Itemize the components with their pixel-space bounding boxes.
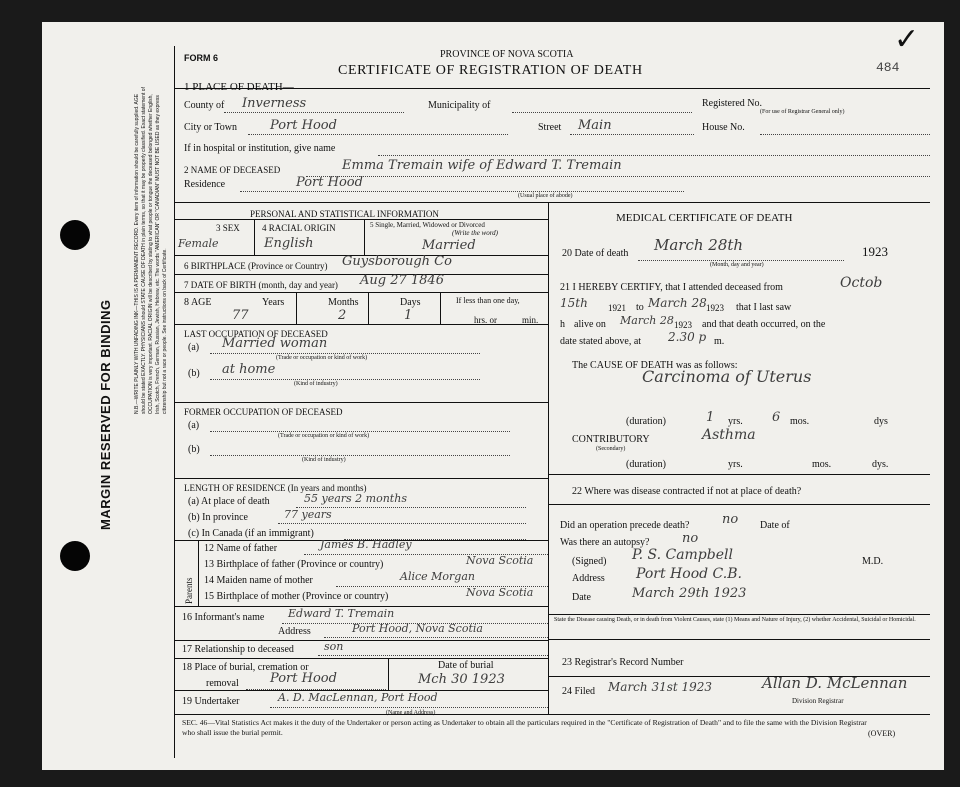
father-birth-value: Nova Scotia — [466, 554, 534, 567]
time-value: 2.30 p — [668, 330, 707, 344]
center-divider — [548, 202, 549, 714]
age-months-value: 2 — [338, 308, 347, 323]
alive-value: March 28 — [620, 314, 674, 327]
informant-address-value: Port Hood, Nova Scotia — [352, 622, 483, 635]
burial-value: Port Hood — [270, 671, 337, 686]
binding-margin-heading: MARGIN RESERVED FOR BINDING — [98, 299, 113, 530]
residence-a-value: 55 years 2 months — [304, 492, 407, 505]
duration2-label: (duration) — [626, 459, 666, 470]
father-name-label: 12 Name of father — [204, 543, 278, 554]
informant-name-label: 16 Informant's name — [182, 612, 265, 623]
birthplace-value: Guysborough Co — [342, 254, 452, 269]
residence-label: Residence — [184, 179, 226, 190]
death-year: 1923 — [862, 244, 888, 259]
operation-label: Did an operation precede death? — [560, 520, 690, 531]
age-label: 8 AGE — [184, 297, 212, 308]
house-label: House No. — [702, 122, 745, 133]
street-label: Street — [538, 122, 562, 133]
death-date-label: 20 Date of death — [562, 248, 629, 259]
mother-birth-label: 15 Birthplace of mother (Province or country) — [204, 591, 389, 602]
father-name-value: James B. Hadley — [320, 538, 412, 551]
birthplace-label: 6 BIRTHPLACE (Province or Country) — [184, 261, 328, 271]
dob-value: Aug 27 1846 — [360, 273, 444, 288]
stamp-number: 484 — [876, 60, 900, 75]
filed-value: March 31st 1923 — [608, 680, 713, 694]
operation-value: no — [722, 512, 739, 527]
margin-instructions: N.B.—WRITE PLAINLY WITH UNFADING INK—THIS IS A PERMANENT RECORD. Every item of information should be carefully supplied. AGE should be stated EXACTLY. PHYSICIANS should STATE CAUSE OF DEATH in plain terms, so that it may be properly classified. Exact statement of OCCUPATION is very important. RACIAL ORIGIN will be described by stating to what people or tongue the deceased belonged whether English, Irish, Scotch, French, German, Russian, Jewish, Hebrew, etc. The words "AMERICAN" OR "CANADIAN" MUST NOT BE USED as they express citizenship but not a race or people. See instructions on back of Certificate. — [134, 87, 168, 414]
occupation-a-label: (a) — [188, 342, 200, 353]
mother-name-label: 14 Maiden name of mother — [204, 575, 313, 586]
relationship-label: 17 Relationship to deceased — [182, 644, 294, 655]
certify-year-a: 1921 — [608, 303, 626, 313]
name-address-note: (Name and Address) — [386, 710, 436, 716]
q22-label: 22 Where was disease contracted if not at place of death? — [572, 486, 802, 497]
former-b-note: (Kind of industry) — [302, 457, 346, 463]
informant-name-value: Edward T. Tremain — [288, 607, 395, 620]
section-rule — [174, 202, 930, 203]
violence-note: State the Disease causing Death, or in death from Violent Causes, state (1) Means and Nature of Injury, (2) whether Accidental, Suicidal or Homicidal. — [554, 617, 916, 623]
city-value: Port Hood — [270, 118, 337, 133]
cause-value: Carcinoma of Uterus — [642, 367, 812, 386]
age-days-value: 1 — [404, 308, 413, 323]
hrs-label: hrs. or — [474, 315, 497, 325]
sex-value: Female — [178, 237, 219, 250]
certify-from-value: Octob — [840, 275, 883, 291]
death-certificate — [42, 22, 944, 770]
marital-label: 5 Single, Married, Widowed or Divorced — [370, 221, 485, 229]
record-number-label: 23 Registrar's Record Number — [562, 657, 684, 668]
last-saw-label: that I last saw — [736, 302, 792, 313]
undertaker-value: A. D. MacLennan, Port Hood — [278, 691, 438, 704]
alive-prefix: h — [560, 319, 565, 330]
contributory-value: Asthma — [702, 427, 756, 443]
md-label: M.D. — [862, 556, 884, 567]
registered-no-label: Registered No. — [702, 98, 762, 109]
mos2-label: mos. — [812, 459, 832, 470]
medical-date-label: Date — [572, 592, 591, 603]
dys-label: dys — [874, 416, 888, 427]
registrar-note: (For use of Registrar General only) — [760, 109, 845, 115]
death-date-note: (Month, day and year) — [710, 262, 764, 268]
yrs2-label: yrs. — [728, 459, 743, 470]
province-heading: PROVINCE OF NOVA SCOTIA — [440, 49, 574, 60]
signed-label: (Signed) — [572, 556, 607, 567]
over-label: (OVER) — [868, 729, 896, 738]
min-label: min. — [522, 315, 539, 325]
county-value: Inverness — [242, 96, 307, 111]
personal-heading: PERSONAL AND STATISTICAL INFORMATION — [250, 209, 439, 219]
marital-note: (Write the word) — [452, 229, 499, 237]
occupation-b-note: (Kind of industry) — [294, 381, 338, 387]
check-mark: ✓ — [894, 22, 920, 57]
cause-label: The CAUSE OF DEATH was as follows: — [572, 360, 738, 371]
place-of-death-heading: 1 PLACE OF DEATH— — [184, 81, 294, 93]
form-number: FORM 6 — [184, 53, 219, 63]
parents-side-label: Parents — [184, 577, 194, 604]
age-years-value: 77 — [232, 308, 249, 323]
mother-name-value: Alice Morgan — [400, 570, 475, 583]
punch-hole-top — [60, 220, 90, 250]
racial-value: English — [264, 236, 314, 251]
residence-note: (Usual place of abode) — [518, 193, 573, 199]
date-of-burial-label: Date of burial — [438, 660, 494, 671]
yrs-label: yrs. — [728, 416, 743, 427]
m-label: m. — [714, 336, 725, 347]
occupation-b-label: (b) — [188, 368, 200, 379]
less-than-day-label: If less than one day, — [456, 296, 520, 305]
dys2-label: dys. — [872, 459, 889, 470]
municipality-label: Municipality of — [428, 100, 491, 111]
certify-year-b: 1923 — [706, 303, 724, 313]
years-label: Years — [262, 297, 285, 308]
residence-a-label: (a) At place of death — [188, 496, 270, 507]
residence-b-label: (b) In province — [188, 512, 248, 523]
to-label: to — [636, 302, 644, 313]
marital-value: Married — [422, 238, 476, 253]
registrar-signature: Allan D. McLennan — [762, 674, 908, 692]
former-a-label: (a) — [188, 420, 200, 431]
residence-value: Port Hood — [296, 175, 363, 190]
sex-label: 3 SEX — [216, 223, 240, 233]
mos-label: mos. — [790, 416, 810, 427]
former-b-label: (b) — [188, 444, 200, 455]
certify-label: 21 I HEREBY CERTIFY, that I attended deceased from — [560, 282, 783, 293]
duration-years: 1 — [706, 410, 715, 425]
medical-address-label: Address — [572, 573, 605, 584]
undertaker-label: 19 Undertaker — [182, 696, 240, 707]
removal-label: removal — [206, 678, 239, 689]
filed-label: 24 Filed — [562, 686, 596, 697]
residence-c-label: (c) In Canada (if an immigrant) — [188, 528, 314, 539]
autopsy-value: no — [682, 531, 699, 546]
autopsy-label: Was there an autopsy? — [560, 537, 650, 548]
footer-note: SEC. 46—Vital Statistics Act makes it the duty of the Undertaker or person acting as Undertaker to obtain all the particulars required in the "Certificate of Registration of Death" and to file the same with the Division Registrar who shall issue the burial permit. — [182, 718, 867, 737]
occupation-heading: LAST OCCUPATION OF DECEASED — [184, 329, 328, 339]
occurred-label: and that death occurred, on the — [702, 319, 826, 330]
alive-year: 1923 — [674, 320, 692, 330]
mother-birth-value: Nova Scotia — [466, 586, 534, 599]
father-birth-label: 13 Birthplace of father (Province or country) — [204, 559, 384, 570]
occupation-b-value: at home — [222, 362, 276, 377]
duration-label: (duration) — [626, 416, 666, 427]
death-date-value: March 28th — [654, 236, 744, 254]
certificate-title: CERTIFICATE OF REGISTRATION OF DEATH — [338, 63, 643, 78]
division-registrar-label: Division Registrar — [792, 697, 844, 705]
county-label: County of — [184, 100, 225, 111]
residence-length-heading: LENGTH OF RESIDENCE (In years and months) — [184, 483, 367, 493]
former-occupation-heading: FORMER OCCUPATION OF DECEASED — [184, 407, 343, 417]
days-label: Days — [400, 297, 421, 308]
burial-label: 18 Place of burial, cremation or — [182, 662, 309, 673]
medical-address-value: Port Hood C.B. — [636, 566, 742, 582]
racial-label: 4 RACIAL ORIGIN — [262, 223, 336, 233]
date-of-burial-value: Mch 30 1923 — [418, 672, 505, 687]
certify-from-day: 15th — [560, 296, 588, 310]
secondary-note: (Secondary) — [596, 446, 626, 452]
months-label: Months — [328, 297, 359, 308]
operation-date-label: Date of — [760, 520, 790, 531]
relationship-value: son — [324, 640, 344, 653]
deceased-name-value: Emma Tremain wife of Edward T. Tremain — [342, 158, 622, 173]
medical-heading: MEDICAL CERTIFICATE OF DEATH — [616, 212, 793, 224]
dob-label: 7 DATE OF BIRTH (month, day and year) — [184, 280, 338, 290]
date-above-label: date stated above, at — [560, 336, 642, 347]
hospital-label: If in hospital or institution, give name — [184, 143, 336, 154]
duration-months: 6 — [772, 410, 781, 425]
residence-b-value: 77 years — [284, 508, 332, 521]
punch-hole-bottom — [60, 541, 90, 571]
medical-date-value: March 29th 1923 — [632, 586, 747, 601]
city-label: City or Town — [184, 122, 238, 133]
street-value: Main — [578, 118, 612, 133]
signed-value: P. S. Campbell — [632, 547, 733, 563]
contributory-label: CONTRIBUTORY — [572, 434, 650, 445]
former-a-note: (Trade or occupation or kind of work) — [278, 433, 370, 439]
occupation-a-value: Married woman — [222, 336, 328, 351]
certify-to-value: March 28 — [648, 296, 707, 310]
alive-label: alive on — [574, 319, 606, 330]
deceased-name-label: 2 NAME OF DECEASED — [184, 165, 281, 175]
informant-address-label: Address — [278, 626, 311, 637]
occupation-a-note: (Trade or occupation or kind of work) — [276, 355, 368, 361]
